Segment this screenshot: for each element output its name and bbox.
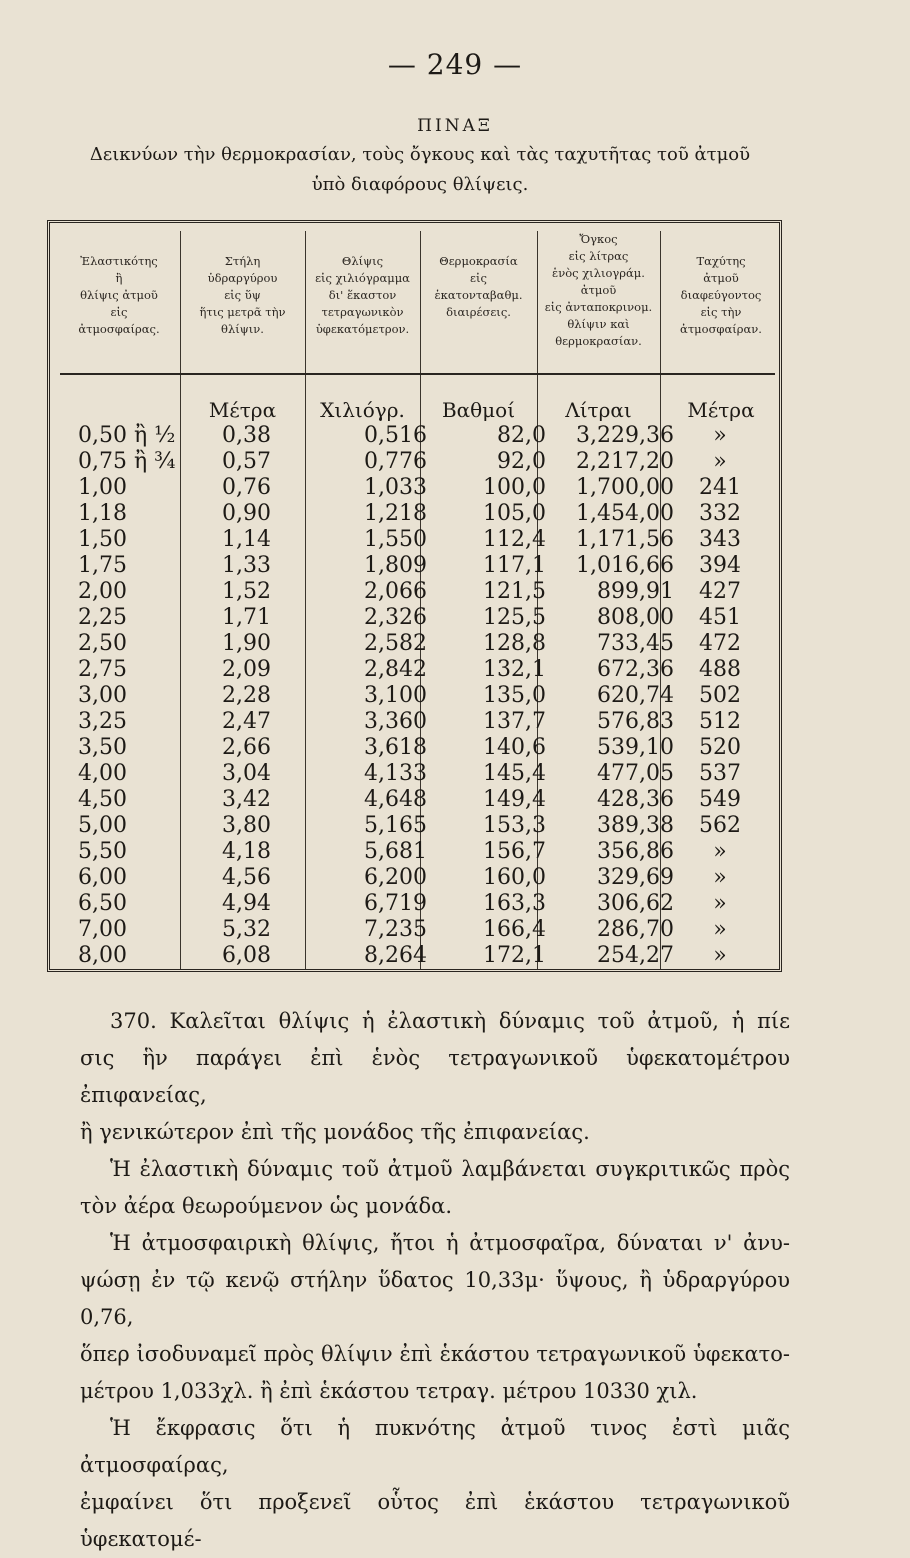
table-cell: 389,38 — [597, 813, 674, 838]
column-header — [660, 253, 782, 373]
caption-line: ὑπὸ διαφόρους θλίψεις. — [311, 174, 529, 195]
table-cell: 472 — [699, 631, 741, 656]
table-cell: 149,4 — [483, 787, 546, 812]
table-cell: 733,45 — [597, 631, 674, 656]
table-cell: 145,4 — [483, 761, 546, 786]
column-header-line: Ταχύτης — [696, 254, 746, 268]
table-cell: » — [713, 891, 727, 916]
column-header-line: διαφεύγοντος — [680, 288, 762, 302]
table-cell: 427 — [699, 579, 741, 604]
column-header-line: διαιρέσεις. — [446, 305, 511, 319]
table-cell: 6,00 — [78, 865, 127, 890]
table-cell: 2,066 — [364, 579, 427, 604]
table-cell: 520 — [699, 735, 741, 760]
table-cell: 332 — [699, 501, 741, 526]
table-cell: 100,0 — [483, 475, 546, 500]
table-cell: 0,50 ἢ ½ — [78, 423, 176, 448]
column-header-line: ἀτμοῦ — [580, 283, 617, 297]
table-cell: 4,56 — [222, 865, 271, 890]
table-cell: 1,171,56 — [576, 527, 674, 552]
paragraph-line: Ἡ ἔκφρασις ὅτι ἡ πυκνότης ἀτμοῦ τινος ἐστὶ μιᾶς ἀτμοσφαίρας, — [80, 1416, 790, 1477]
table-cell: 502 — [699, 683, 741, 708]
column-header — [537, 231, 660, 351]
table-cell: 8,00 — [78, 943, 127, 968]
table-cell: 549 — [699, 787, 741, 812]
table-cell: 672,36 — [597, 657, 674, 682]
table-cell: 0,38 — [222, 423, 271, 448]
table-cell: 2,326 — [364, 605, 427, 630]
table-cell: 3,04 — [222, 761, 271, 786]
table-cell: 117,1 — [483, 553, 546, 578]
table-cell: 7,235 — [364, 917, 427, 942]
column-header-line: ἀτμοσφαίραν. — [680, 322, 762, 336]
table-cell: 4,00 — [78, 761, 127, 786]
table-title: ΠΙΝΑΞ — [417, 116, 493, 136]
unit-label-kilograms: Χιλιόγρ. — [320, 398, 405, 422]
table-cell: 1,90 — [222, 631, 271, 656]
table-cell: 112,4 — [483, 527, 546, 552]
table-cell: » — [713, 423, 727, 448]
table-cell: » — [713, 917, 727, 942]
column-header-line: Ἐλαστικότης — [80, 254, 158, 268]
column-header-line: εἰς ἀνταποκρινομ. — [544, 300, 653, 314]
unit-label-meters: Μέτρα — [208, 398, 277, 422]
table-cell: 3,100 — [364, 683, 427, 708]
table-cell: 1,454,00 — [576, 501, 674, 526]
table-cell: 125,5 — [483, 605, 546, 630]
table-cell: 286,70 — [597, 917, 674, 942]
column-header-line: ὑδραργύρου — [207, 271, 278, 285]
column-header-line: θερμοκρασίαν. — [555, 334, 642, 348]
column-header — [180, 253, 305, 373]
table-cell: 105,0 — [483, 501, 546, 526]
page-number: — 249 — — [387, 48, 523, 81]
table-cell: » — [713, 865, 727, 890]
table-cell: 576,83 — [597, 709, 674, 734]
column-header-line: Ὄγκος — [579, 232, 618, 246]
table-cell: 156,7 — [483, 839, 546, 864]
column-header-line: εἰς — [470, 271, 487, 285]
table-cell: 172,1 — [483, 943, 546, 968]
column-header-line: εἰς τὴν — [700, 305, 742, 319]
table-cell: 394 — [699, 553, 741, 578]
table-cell: 537 — [699, 761, 741, 786]
table-cell: 5,681 — [364, 839, 427, 864]
paragraph-line: ψώσῃ ἐν τῷ κενῷ στήλην ὕδατος 10,33μ· ὕψους, ἢ ὑδραργύρου 0,76, — [80, 1268, 790, 1329]
table-cell: 241 — [699, 475, 741, 500]
table-cell: 6,200 — [364, 865, 427, 890]
table-cell: 4,94 — [222, 891, 271, 916]
table-cell: 3,42 — [222, 787, 271, 812]
table-cell: 6,08 — [222, 943, 271, 968]
table-cell: 2,50 — [78, 631, 127, 656]
table-cell: 562 — [699, 813, 741, 838]
column-header — [305, 253, 420, 373]
table-cell: 2,582 — [364, 631, 427, 656]
table-cell: 3,25 — [78, 709, 127, 734]
table-cell: 2,66 — [222, 735, 271, 760]
paragraph-line: ἐμφαίνει ὅτι προξενεῖ οὗτος ἐπὶ ἑκάστου τετραγωνικοῦ ὑφεκατομέ- — [80, 1490, 790, 1551]
table-cell: » — [713, 839, 727, 864]
header-rule — [60, 373, 775, 375]
table-cell: 128,8 — [483, 631, 546, 656]
table-cell: 166,4 — [483, 917, 546, 942]
table-cell: 1,033 — [364, 475, 427, 500]
table-caption — [80, 140, 760, 200]
table-cell: 2,09 — [222, 657, 271, 682]
table-cell: 488 — [699, 657, 741, 682]
table-cell: 1,18 — [78, 501, 127, 526]
table-cell: 5,32 — [222, 917, 271, 942]
table-cell: 3,360 — [364, 709, 427, 734]
table-cell: 1,71 — [222, 605, 271, 630]
paragraph-line: Ἡ ἀτμοσφαιρικὴ θλίψις, ἤτοι ἡ ἀτμοσφαῖρα, δύναται ν' ἀνυ- — [110, 1231, 790, 1255]
table-cell: 1,809 — [364, 553, 427, 578]
table-cell: 135,0 — [483, 683, 546, 708]
column-header-line: ἥτις μετρᾶ τὴν — [199, 305, 286, 319]
table-cell: 0,776 — [364, 449, 427, 474]
table-cell: 1,550 — [364, 527, 427, 552]
table-cell: 2,25 — [78, 605, 127, 630]
table-cell: 2,842 — [364, 657, 427, 682]
table-cell: 121,5 — [483, 579, 546, 604]
table-cell: 8,264 — [364, 943, 427, 968]
column-header-line: δι' ἕκαστον — [328, 288, 397, 302]
column-header — [420, 253, 537, 373]
table-cell: 3,618 — [364, 735, 427, 760]
table-cell: 1,14 — [222, 527, 271, 552]
table-cell: 306,62 — [597, 891, 674, 916]
body-text — [80, 1003, 790, 1558]
table-cell: 2,00 — [78, 579, 127, 604]
paragraph-line: Ἡ ἐλαστικὴ δύναμις τοῦ ἀτμοῦ λαμβάνεται συγκριτικῶς πρὸς — [110, 1157, 790, 1181]
table-cell: 1,700,00 — [576, 475, 674, 500]
table-cell: 3,00 — [78, 683, 127, 708]
table-cell: 4,18 — [222, 839, 271, 864]
table-cell: 0,516 — [364, 423, 427, 448]
table-cell: 428,36 — [597, 787, 674, 812]
table-cell: 539,10 — [597, 735, 674, 760]
table-cell: 2,217,20 — [576, 449, 674, 474]
column-header-line: εἰς — [110, 305, 128, 319]
paragraph-370-line: ἢ γενικώτερον ἐπὶ τῆς μονάδος τῆς ἐπιφανείας. — [80, 1120, 590, 1144]
table-cell: 7,00 — [78, 917, 127, 942]
table-cell: 1,218 — [364, 501, 427, 526]
paragraph-370-line: 370. Καλεῖται θλίψις ἡ ἐλαστικὴ δύναμις τοῦ ἀτμοῦ, ἡ πίε — [110, 1009, 790, 1033]
table-cell: 5,00 — [78, 813, 127, 838]
column-header-line: ἢ — [115, 271, 123, 285]
paragraph-line: μέτρου 1,033χλ. ἢ ἐπὶ ἑκάστου τετραγ. μέτρου 10330 χιλ. — [80, 1379, 698, 1403]
table-cell: 343 — [699, 527, 741, 552]
data-table — [47, 220, 782, 972]
table-cell: 1,33 — [222, 553, 271, 578]
paragraph-line: τὸν ἀέρα θεωρούμενον ὡς μονάδα. — [80, 1194, 453, 1218]
unit-label-meters-velocity: Μέτρα — [687, 398, 755, 422]
table-cell: 140,6 — [483, 735, 546, 760]
table-cell: 4,648 — [364, 787, 427, 812]
paragraph-370-line: σις ἣν παράγει ἐπὶ ἑνὸς τετραγωνικοῦ ὑφεκατομέτρου ἐπιφανείας, — [80, 1046, 790, 1107]
column-header-line: ὑφεκατόμετρον. — [315, 322, 410, 336]
table-cell: » — [713, 449, 727, 474]
table-cell: 0,57 — [222, 449, 271, 474]
table-cell: 808,00 — [597, 605, 674, 630]
column-header — [58, 253, 180, 373]
column-header-line: τετραγωνικὸν — [321, 305, 404, 319]
table-cell: 356,86 — [597, 839, 674, 864]
table-cell: 82,0 — [497, 423, 546, 448]
unit-label-litres: Λίτραι — [565, 398, 632, 422]
table-cell: 0,75 ἢ ¾ — [78, 449, 176, 474]
table-cell: 4,133 — [364, 761, 427, 786]
table-cell: 1,016,66 — [576, 553, 674, 578]
table-cell: » — [713, 943, 727, 968]
table-cell: 4,50 — [78, 787, 127, 812]
table-cell: 512 — [699, 709, 741, 734]
table-cell: 5,165 — [364, 813, 427, 838]
column-header-line: ἑνὸς χιλιογράμ. — [552, 266, 645, 280]
table-cell: 137,7 — [483, 709, 546, 734]
table-cell: 0,76 — [222, 475, 271, 500]
column-header-line: εἰς ὕψ — [224, 288, 261, 302]
table-cell: 477,05 — [597, 761, 674, 786]
column-header-line: Στήλη — [224, 254, 261, 268]
caption-line: Δεικνύων τὴν θερμοκρασίαν, τοὺς ὄγκους καὶ τὰς ταχυτῆτας τοῦ ἀτμοῦ — [89, 144, 751, 165]
table-cell: 1,75 — [78, 553, 127, 578]
table-cell: 620,74 — [597, 683, 674, 708]
table-cell: 3,50 — [78, 735, 127, 760]
table-cell: 0,90 — [222, 501, 271, 526]
column-header-line: εἰς λίτρας — [568, 249, 629, 263]
column-header-line: ἀτμοῦ — [703, 271, 739, 285]
column-header-line: Θερμοκρασία — [439, 254, 518, 268]
table-cell: 153,3 — [483, 813, 546, 838]
column-header-line: θλίψις ἀτμοῦ — [80, 288, 158, 302]
column-header-line: ἀτμοσφαίρας. — [78, 322, 160, 336]
table-cell: 329,69 — [597, 865, 674, 890]
paragraph-line: ὅπερ ἰσοδυναμεῖ πρὸς θλίψιν ἐπὶ ἑκάστου τετραγωνικοῦ ὑφεκατο- — [80, 1342, 790, 1366]
table-cell: 2,75 — [78, 657, 127, 682]
table-cell: 1,50 — [78, 527, 127, 552]
column-header-line: θλίψιν. — [221, 322, 264, 336]
table-cell: 899,91 — [597, 579, 674, 604]
table-cell: 1,00 — [78, 475, 127, 500]
table-cell: 132,1 — [483, 657, 546, 682]
table-cell: 163,3 — [483, 891, 546, 916]
table-cell: 92,0 — [497, 449, 546, 474]
table-cell: 254,27 — [597, 943, 674, 968]
column-header-line: Θλίψις — [341, 254, 384, 268]
column-header-line: ἑκατονταβαθμ. — [434, 288, 523, 302]
table-cell: 1,52 — [222, 579, 271, 604]
table-cell: 6,719 — [364, 891, 427, 916]
table-cell: 3,80 — [222, 813, 271, 838]
table-cell: 160,0 — [483, 865, 546, 890]
table-cell: 5,50 — [78, 839, 127, 864]
table-cell: 2,28 — [222, 683, 271, 708]
column-header-line: εἰς χιλιόγραμμα — [315, 271, 410, 285]
column-header-line: θλίψιν καὶ — [567, 317, 630, 331]
unit-label-degrees: Βαθμοί — [441, 398, 516, 422]
table-cell: 6,50 — [78, 891, 127, 916]
table-cell: 451 — [699, 605, 741, 630]
table-cell: 2,47 — [222, 709, 271, 734]
table-cell: 3,229,36 — [576, 423, 674, 448]
